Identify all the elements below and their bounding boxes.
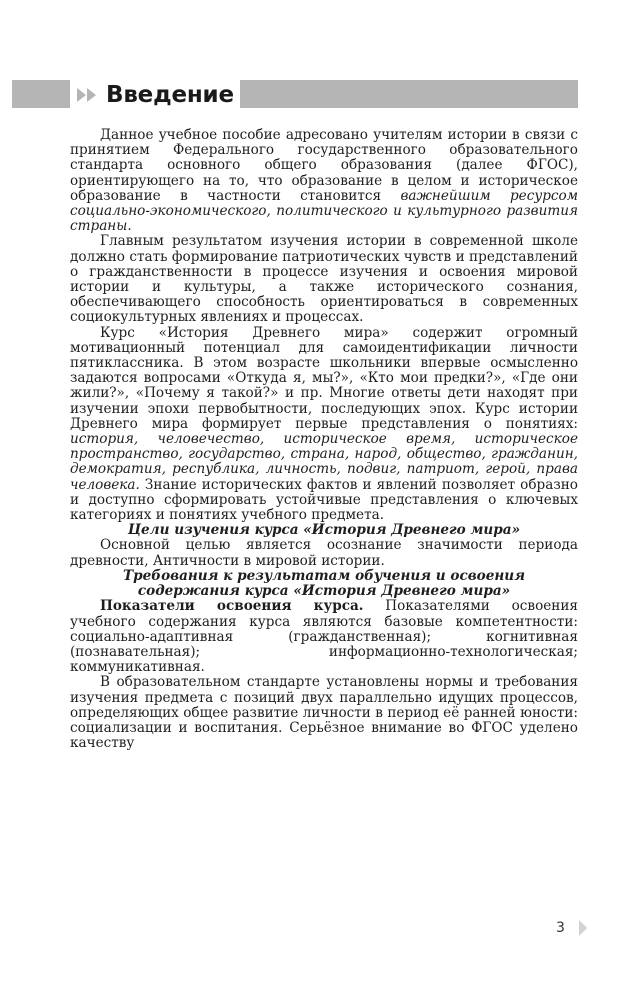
paragraph-course [70,326,578,524]
indicators-label: Показатели освоения курса. [100,598,364,615]
paragraph-results [70,234,578,325]
paragraph-emphasis: важнейшим ресурсом социально-экономического, политического и культурного развития страны. [70,187,578,235]
paragraph-text: Данное учебное пособие адресовано учителям истории в связи с принятием Федерального государственного образовательного стандарта основного общего образования (далее ФГОС), ориентирующего на то, что образование в целом и историческое образование в частности становится [70,127,578,204]
chevron-right-icon [578,919,588,941]
heading-goals: Цели изучения курса «История Древнего мира» [127,522,521,539]
paragraph-standard: В образовательном стандарте установлены нормы и требования изучения предмета с позиций двух параллельно идущих процессов, определяющих общее развитие личности в период её ранней юности: социализации и воспитания. Серьёзное внимание во ФГОС уделено качеству [70,674,578,752]
body-text [70,128,578,751]
concept-list: история, человечество, историческое время, историческое пространство, государство, страна, народ, общество, гражданин, демократия, республика, личность, подвиг, патриот, герой, права человека. [70,431,578,493]
paragraph-intro [70,128,578,234]
paragraph-indicators [70,599,578,675]
page-number: 3 [556,920,565,936]
paragraph-text: Главным результатом изучения истории в современной школе должно стать формирование патриотических чувств и представлений о гражданственности в процессе изучения и освоения мировой истории и культуры, а также исторического сознания, обеспечивающего способность ориентироваться в современных социокультурных явлениях и процессах. [70,233,578,326]
paragraph-goals: Основной целью является осознание значимости периода древности, Античности в мировой истории. [70,537,578,569]
heading-requirements: Требования к результатам обучения и освоения содержания курса «История Древнего мира» [122,567,526,600]
page-title: Введение [106,82,234,108]
section-header [70,78,240,112]
paragraph-text: Курс «История Древнего мира» содержит огромный мотивационный потенциал для самоидентификации личности пятиклассника. В этом возрасте школьники впервые осмысленно задаются вопросами «Откуда я, мы?», «Кто мои предки?», «Где они жили?», «Почему я такой?» и пр. Многие ответы дети находят при изучении эпохи первобытности, последующих эпох. Курс истории Древнего мира формирует первые представления о понятиях: [70,324,578,432]
double-chevron-right-icon [76,87,100,103]
paragraph-text: Знание исторических фактов и явлений позволяет образно и доступно сформировать устойчивые представления о ключевых категориях и понятиях учебного предмета. [70,476,578,524]
paragraph-text: Показателями освоения учебного содержания курса являются базовые компетентности: социально-адаптивная (гражданственная); когнитивная (познавательная); информационно-технологическая; коммуникативная. [70,598,579,676]
